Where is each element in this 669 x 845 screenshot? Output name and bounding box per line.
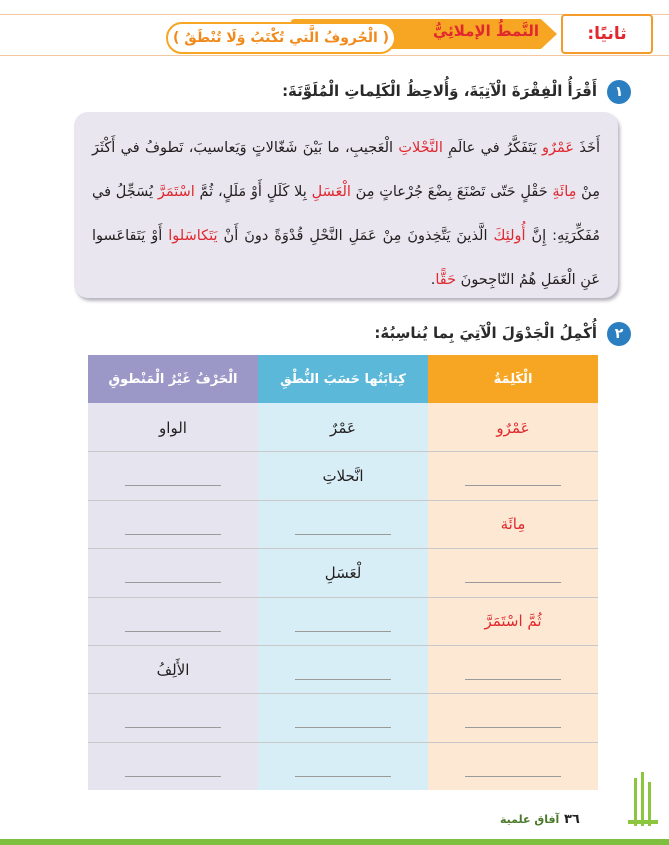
answer-blank-line[interactable] [125,727,221,728]
table-cell-spoken[interactable] [258,693,428,742]
table-cell-word[interactable] [428,742,598,791]
answer-blank-line[interactable] [125,582,221,583]
table-cell-word[interactable] [428,645,598,694]
page-number: ٣٦ [564,812,580,827]
answer-blank-line[interactable] [295,727,391,728]
answer-blank-line[interactable] [465,776,561,777]
table-cell-spoken[interactable] [258,500,428,549]
passage-text: يَتَفَكَّرُ في عالَمِ [442,140,543,156]
lesson-subtitle: ( الْحُروفُ الَّتي تُكْتَبُ وَلَا تُنْطَقُ ) [166,22,396,54]
passage-text: أَوْ يَتَقاعَسوا عَنِ الْعَمَلِ هُمُ النّاجِحونَ [92,228,600,288]
table-cell-silent[interactable] [88,742,258,791]
table-cell-silent: الواو [159,418,187,437]
highlighted-word: الْعَسَلِ [311,184,351,200]
table-cell-silent[interactable] [88,693,258,742]
answer-blank-line[interactable] [465,727,561,728]
decorative-logo-icon [624,772,662,832]
exercise-2-number: ٢ [607,322,631,346]
publisher-logo-text: آفاق علمية [500,813,560,826]
table-cell-silent[interactable] [88,451,258,500]
highlighted-word: مِائَةِ [552,184,577,200]
highlighted-word: يَتَكاسَلوا [168,228,218,244]
table-cell-spoken[interactable] [258,645,428,694]
answer-blank-line[interactable] [125,631,221,632]
table-cell-spoken: لْعَسَلِ [324,563,362,582]
highlighted-word: عَمْرٌو [542,140,575,156]
table-cell-spoken[interactable] [258,597,428,646]
highlighted-word: أُولئِكَ [493,228,526,244]
footer-bar [0,839,669,845]
reading-passage [74,112,618,298]
highlighted-word: حَقًّا [435,272,457,288]
answer-blank-line[interactable] [465,582,561,583]
answer-blank-line[interactable] [295,679,391,680]
header-silent: الْحَرْفُ غَيْرُ الْمَنْطوقِ [88,355,258,403]
passage-text: بِلا كَلَلٍ أَوْ مَلَلٍ، ثُمَّ [194,184,312,200]
table-cell-word[interactable] [428,451,598,500]
table-cell-silent[interactable] [88,597,258,646]
highlighted-word: اسْتَمَرَّ [157,184,195,200]
passage-text: الْعَجيبِ، ما بَيْنَ شَغّالاتٍ وَيَعاسيبَ، تَطوفُ في أَكْثَرَ مِنْ [92,140,600,200]
table-cell-word: مِائَة [500,515,526,534]
answer-blank-line[interactable] [125,776,221,777]
answer-blank-line[interactable] [125,534,221,535]
section-label: ثانيًا: [561,14,653,54]
passage-text: حَقْلٍ حَتّى تَصْنَعَ بِضْعَ جُرْعاتٍ مِنَ [350,184,553,200]
table-cell-silent: الأَلِفُ [156,660,190,679]
highlighted-word: النَّحْلاتِ [398,140,443,156]
table-cell-word: عَمْرٌو [496,418,530,437]
passage-text: الَّذينَ يَتَّخِذونَ مِنْ عَمَلِ النَّحْلِ قُدْوَةً دونَ أَنْ [217,228,494,244]
header-word: الْكَلِمَةُ [428,355,598,403]
answer-blank-line[interactable] [465,679,561,680]
table-cell-spoken[interactable] [258,742,428,791]
answer-blank-line[interactable] [295,534,391,535]
exercise-1-number: ١ [607,80,631,104]
answer-blank-line[interactable] [465,485,561,486]
table-cell-spoken: انَّحلاتِ [322,466,364,485]
header-spoken: كِتابَتُها حَسَبَ النُّطْقِ [258,355,428,403]
passage-text: . [430,272,436,288]
exercise-1-instruction: أَقْرَأُ الْفِقْرَةَ الْآتِيَةَ، وَأُلاحِظُ الْكَلِماتِ الْمُلَوَّنَةَ: [282,82,597,100]
passage-text: يُسَجِّلُ في مُفَكِّرَتِهِ: إِنَّ [92,184,600,244]
exercise-2-instruction: أُكْمِلُ الْجَدْوَلَ الْآتِيَ بِما يُناسِبُهُ: [374,324,597,342]
answer-blank-line[interactable] [125,485,221,486]
passage-text: أَخَذَ [574,140,600,156]
answer-blank-line[interactable] [295,631,391,632]
answer-blank-line[interactable] [295,776,391,777]
table-cell-word[interactable] [428,548,598,597]
table-cell-word[interactable] [428,693,598,742]
table-cell-spoken: عَمْرٌ [330,418,356,437]
table-cell-word: ثُمَّ اسْتَمَرَّ [484,612,542,631]
table-cell-silent[interactable] [88,500,258,549]
table-cell-silent[interactable] [88,548,258,597]
topic-title: النَّمطُ الإملائِيُّ [432,22,539,40]
